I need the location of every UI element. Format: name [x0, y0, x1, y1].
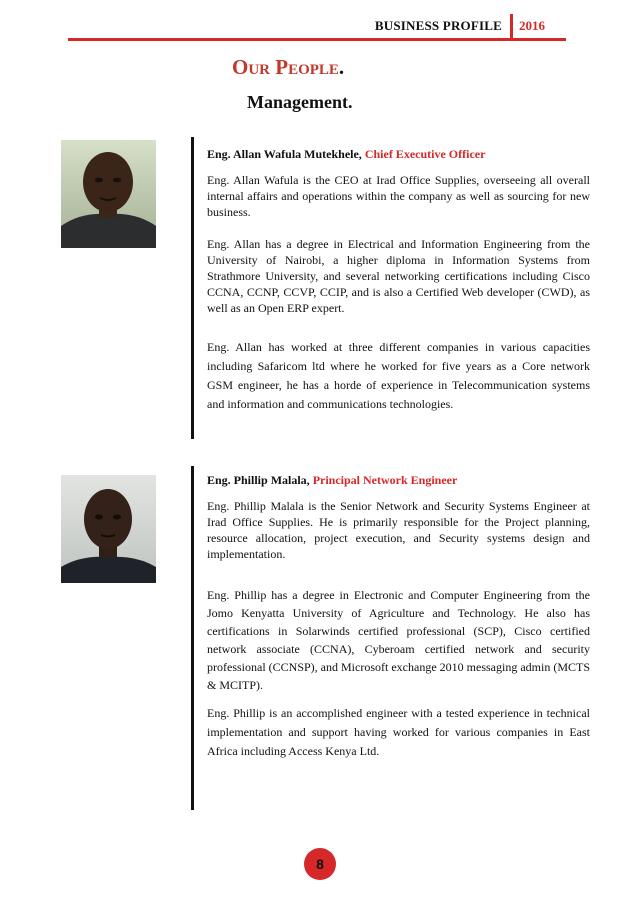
person-network-engineer: [207, 472, 590, 761]
person-ceo: [207, 146, 590, 414]
section-title-dot: .: [338, 55, 345, 79]
bio-paragraph: Eng. Phillip has a degree in Electronic and Computer Engineering from the Jomo Kenyatta University of Agriculture and Technology. He also has certifications in Solarwinds certified professional (SCP), Cisco certified network associate (CCNA), Cyberoam certified network and security professional (CCNSP), and Microsoft exchange 2010 messaging admin (MCTS & MCITP).: [207, 588, 590, 692]
person-name-line: [207, 472, 590, 488]
network-engineer-photo: [61, 475, 156, 583]
person-role: Chief Executive Officer: [364, 147, 486, 161]
ceo-portrait-image: [61, 140, 156, 248]
page-header: [375, 14, 545, 38]
header-divider: [510, 14, 513, 38]
header-year: 2016: [519, 18, 545, 33]
bio-paragraph: Eng. Allan has a degree in Electrical and Information Engineering from the University of Nairobi, a higher diploma in Information Systems from Strathmore University, and several networking certifications including Cisco CCNA, CCNP, CCVP, CCIP, and is also a Certified Web developer (CWD), as well as an Open ERP expert.: [207, 237, 590, 315]
divider-line-top: [191, 137, 194, 439]
divider-line-bottom: [191, 466, 194, 810]
person-name: Eng. Phillip Malala,: [207, 473, 310, 487]
header-title: BUSINESS PROFILE: [374, 18, 502, 33]
engineer-portrait-image: [61, 475, 156, 583]
bio-paragraph: Eng. Phillip Malala is the Senior Network and Security Systems Engineer at Irad Office Supplies. He is primarily responsible for the Project planning, resource allocation, project execution, and Security systems design and implementation.: [207, 499, 590, 561]
section-title-text: Our People: [232, 55, 339, 79]
person-name: Eng. Allan Wafula Mutekhele,: [207, 147, 362, 161]
header-rule: [68, 38, 566, 41]
person-role: Principal Network Engineer: [312, 473, 458, 487]
bio-paragraph: Eng. Phillip is an accomplished engineer with a tested experience in technical implementation and support having worked for various companies in East Africa including Access Kenya Ltd.: [207, 706, 590, 758]
section-title: [232, 55, 344, 80]
page-number-badge: 8: [304, 848, 336, 880]
section-subtitle: Management.: [247, 92, 353, 112]
person-name-line: [207, 146, 590, 162]
ceo-photo: [61, 140, 156, 248]
bio-paragraph: Eng. Allan has worked at three different companies in various capacities including Safaricom ltd where he worked for five years as a Core network GSM engineer, he has a horde of experience in Telecommunication systems and information and communications technologies.: [207, 340, 590, 411]
bio-paragraph: Eng. Allan Wafula is the CEO at Irad Office Supplies, overseeing all overall internal affairs and operations within the company as well as sourcing for new business.: [207, 173, 590, 219]
